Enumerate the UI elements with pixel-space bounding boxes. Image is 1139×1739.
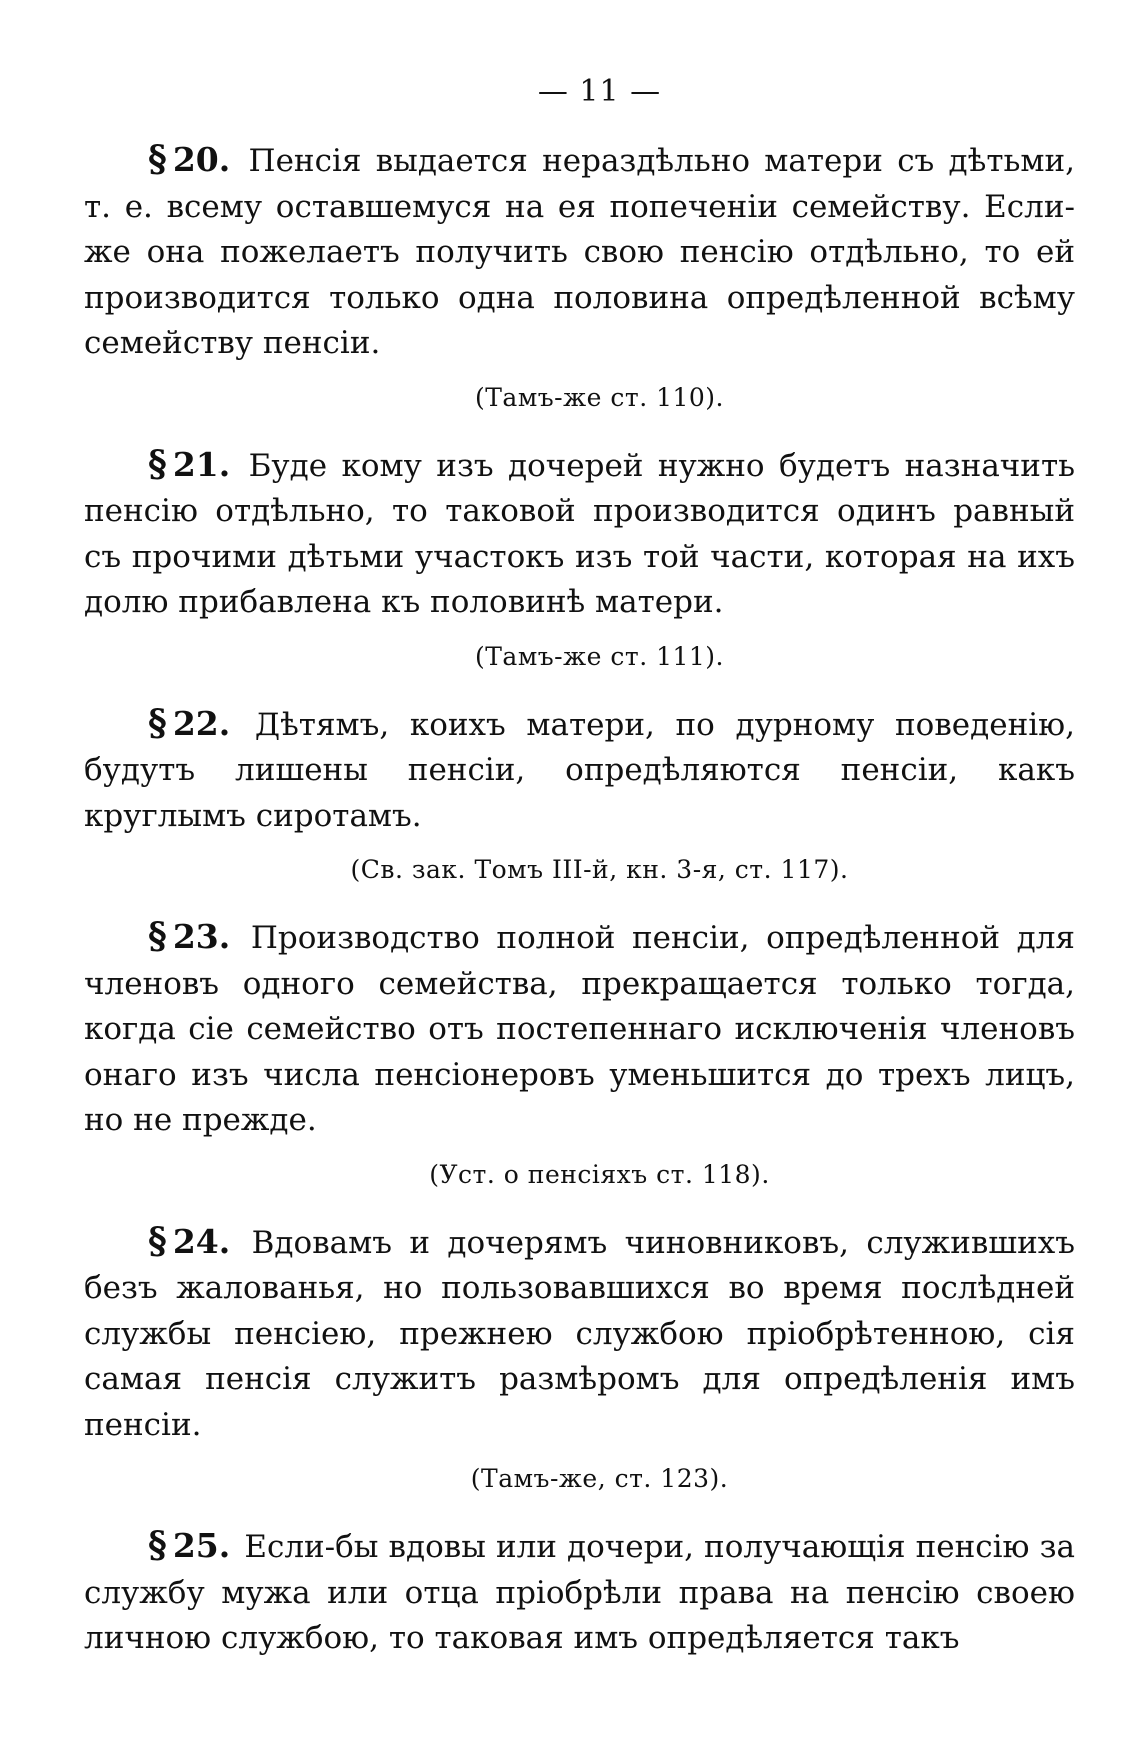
citation: (Тамъ-же, ст. 123). — [470, 1464, 729, 1493]
page-number: — 11 — — [537, 74, 662, 109]
section-number: 25. — [172, 1526, 231, 1565]
section-mark: § — [148, 1219, 167, 1262]
citation: (Уст. о пенсіяхъ ст. 118). — [429, 1159, 770, 1189]
section-text: Буде кому изъ дочерей нужно будетъ назначить пенсію отдѣльно, то таковой производится одинъ равный съ прочими дѣтьми участокъ изъ той части, которая на ихъ долю прибавлена къ половинѣ матери. — [84, 447, 1075, 620]
section-25 — [84, 1523, 1075, 1662]
section-paragraph — [84, 914, 1075, 1144]
section-24 — [84, 1219, 1075, 1494]
section-paragraph — [84, 137, 1075, 367]
section-number: 22. — [172, 703, 231, 743]
section-21 — [84, 442, 1075, 671]
citation: (Тамъ-же ст. 110). — [474, 382, 724, 412]
section-number: 24. — [172, 1221, 231, 1261]
section-number: 21. — [172, 444, 231, 484]
section-paragraph — [84, 1219, 1075, 1449]
citation: (Св. зак. Томъ III-й, кн. 3-я, ст. 117). — [350, 855, 849, 884]
section-number: 20. — [172, 140, 231, 179]
section-text: Пенсія выдается нераздѣльно матери съ дѣтьми, т. е. всему оставшемуся на ея попеченіи семейству. Если-же она пожелаетъ получить свою пенсію отдѣльно, то ей производится только одна половина опредѣленной всѣму семейству пенсіи. — [84, 143, 1075, 361]
section-20 — [84, 137, 1075, 412]
section-22 — [84, 701, 1075, 885]
section-text: Производство полной пенсіи, опредѣленной для членовъ одного семейства, прекращается только тогда, когда сіе семейство отъ постепеннаго исключенія членовъ онаго изъ числа пенсіонеровъ уменьшится до трехъ лицъ, но не прежде. — [84, 920, 1075, 1138]
section-text: Если-бы вдовы или дочери, получающія пенсію за службу мужа или отца пріобрѣли права на пенсію своею личною службою, то таковая имъ опредѣляется такъ — [84, 1529, 1076, 1656]
section-number: 23. — [172, 917, 231, 956]
section-paragraph — [84, 701, 1075, 840]
section-mark: § — [148, 915, 167, 957]
citation: (Тамъ-же ст. 111). — [474, 641, 724, 671]
section-mark: § — [148, 138, 167, 180]
section-mark: § — [148, 701, 167, 744]
section-text: Вдовамъ и дочерямъ чиновниковъ, служившихъ безъ жалованья, но пользовавшихся во время послѣдней службы пенсіею, прежнею службою пріобрѣтенною, сія самая пенсія служитъ размѣромъ для опредѣленія имъ пенсіи. — [84, 1224, 1075, 1443]
section-paragraph — [84, 1523, 1075, 1662]
section-paragraph — [84, 442, 1075, 626]
section-mark: § — [148, 442, 167, 485]
section-text: Дѣтямъ, коихъ матери, по дурному поведенію, будутъ лишены пенсіи, опредѣляются пенсіи, какъ круглымъ сиротамъ. — [84, 706, 1075, 834]
section-23 — [84, 914, 1075, 1189]
section-mark: § — [148, 1524, 167, 1566]
